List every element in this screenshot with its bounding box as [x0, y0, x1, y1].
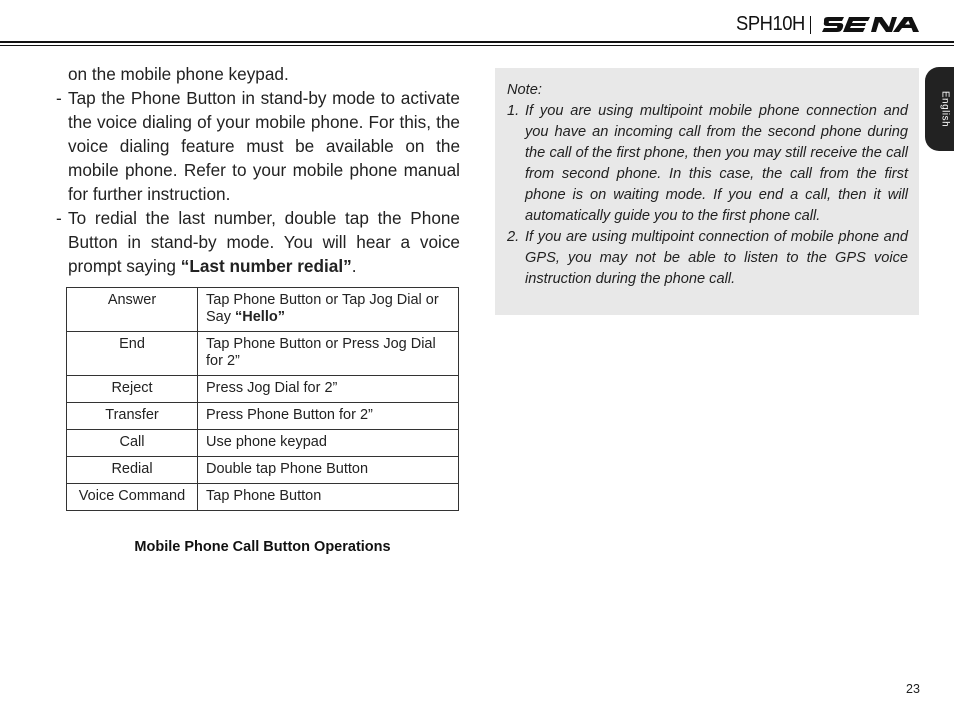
table-row [67, 288, 459, 332]
action-cell: Double tap Phone Button [198, 457, 459, 484]
bullet-voice-dialing: - Tap the Phone Button in stand-by mode to activate the voice dialing of your mobile phone. For this, the voice dialing feature must be available on the mobile phone. Refer to your mobile phone manual for further instruction. [56, 88, 460, 204]
action-cell: Press Jog Dial for 2” [198, 376, 459, 403]
operation-cell: Answer [67, 288, 198, 332]
left-column [56, 62, 460, 278]
operation-cell: Redial [67, 457, 198, 484]
model-name: SPH10H [736, 13, 805, 35]
page-number: 23 [906, 682, 920, 696]
note-item: 1. If you are using multipoint mobile phone connection and you have an incoming call from the second phone during the call of the first phone, then you may still receive the call from second phone. In this case, the call from the first phone is on waiting mode. If you end a call, then it will automatically guide you to the first phone call. [507, 103, 908, 224]
table-caption: Mobile Phone Call Button Operations [134, 539, 391, 555]
bullet-redial: - To redial the last number, double tap the Phone Button in stand-by mode. You will hear a voice prompt saying “Last number redial”. [56, 208, 460, 276]
action-cell: Tap Phone Button or Tap Jog Dial or Say “Hello” [198, 288, 459, 332]
action-cell: Tap Phone Button or Press Jog Dial for 2” [198, 332, 459, 376]
table-row [67, 376, 459, 403]
header-rule-thin [0, 45, 954, 46]
operation-cell: Call [67, 430, 198, 457]
table-row [67, 484, 459, 511]
language-tab [925, 67, 954, 151]
language-tab-label: English [939, 90, 951, 128]
action-cell: Use phone keypad [198, 430, 459, 457]
note-title: Note: [507, 82, 542, 98]
table-row [67, 430, 459, 457]
operation-cell: Transfer [67, 403, 198, 430]
header-rule-thick [0, 41, 954, 43]
page-header [0, 0, 954, 46]
note-box [495, 68, 919, 315]
table-row [67, 332, 459, 376]
operation-cell: Voice Command [67, 484, 198, 511]
intro-paragraph: on the mobile phone keypad. [68, 64, 289, 84]
operation-cell: Reject [67, 376, 198, 403]
table-row [67, 457, 459, 484]
header-separator [810, 16, 811, 34]
operation-cell: End [67, 332, 198, 376]
table-row [67, 403, 459, 430]
action-cell: Tap Phone Button [198, 484, 459, 511]
action-cell: Press Phone Button for 2” [198, 403, 459, 430]
sena-logo [822, 16, 920, 34]
note-item: 2. If you are using multipoint connection of mobile phone and GPS, you may not be able to listen to the GPS voice instruction during the phone call. [507, 229, 908, 287]
call-operations-table [66, 287, 459, 511]
